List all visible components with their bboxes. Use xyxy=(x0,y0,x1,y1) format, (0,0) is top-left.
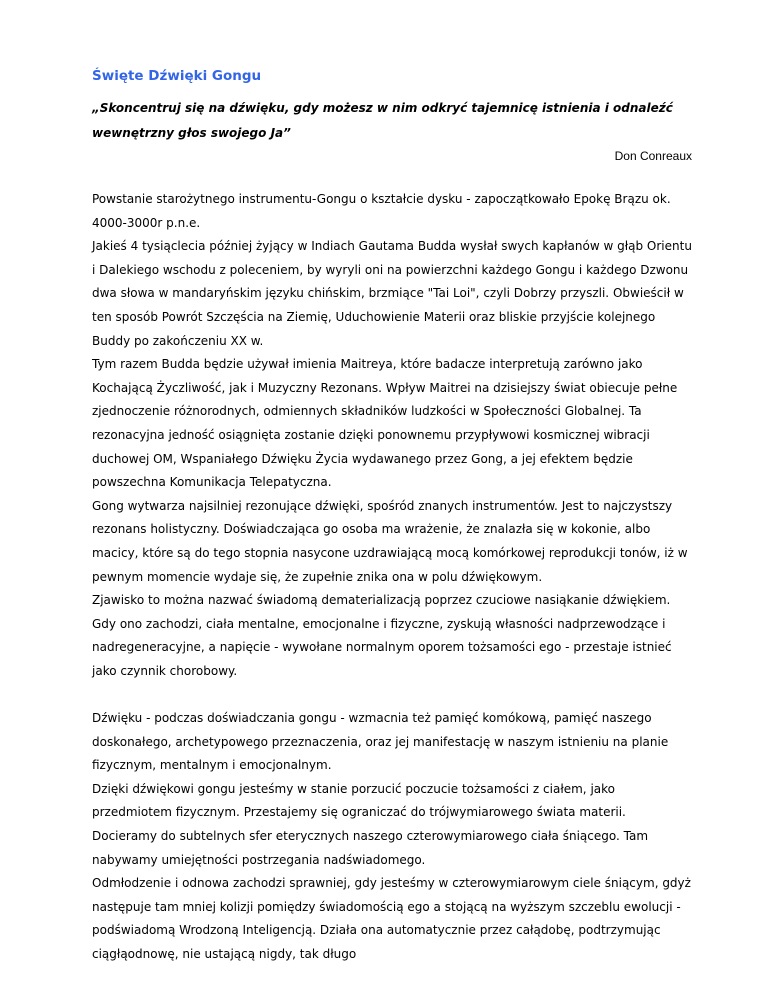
paragraph: Powstanie starożytnego instrumentu-Gongu o kształcie dysku - zapoczątkowało Epokę Brązu ok. 4000-3000r p.n.e. xyxy=(92,192,671,230)
paragraph: Odmłodzenie i odnowa zachodzi sprawniej, gdy jesteśmy w czterowymiarowym ciele śniącym, gdyż następuje tam mniej kolizji pomiędzy świadomością ego a stojącą na wyższym szczeblu ewolucji - podświadomą Wrodzoną Inteligencją. Działa ona automatycznie przez całądobę, podtrzymując ciągłąodnowę, nie ustającą nigdy, tak długo xyxy=(92,876,691,961)
paragraph: Gong wytwarza najsilniej rezonujące dźwięki, spośród znanych instrumentów. Jest to najczystszy rezonans holistyczny. Doświadczająca go osoba ma wrażenie, że znalazła się w kokonie, albo macicy, które są do tego stopnia nasycone uzdrawiającą mocą komórkowej reprodukcji tonów, iż w pewnym momencie wydaje się, że zupełnie znika ona w polu dźwiękowym. xyxy=(92,498,688,584)
paragraph: Jakieś 4 tysiąclecia później żyjący w Indiach Gautama Budda wysłał swych kapłanów w głąb Orientu i Dalekiego wschodu z poleceniem, by wyryli oni na powierzchni każdego Gongu i każdego Dzwonu dwa słowa w mandaryńskim języku chińskim, brzmiące "Tai Loi", czyli Dobrzy przyszli. Obwieścił w ten sposób Powrót Szczęścia na Ziemię, Uduchowienie Materii oraz bliskie przyjście kolejnego Buddy po zakończeniu XX w. xyxy=(92,239,692,348)
paragraph: Dzięki dźwiękowi gongu jesteśmy w stanie porzucić poczucie tożsamości z ciałem, jako przedmiotem fizycznym. Przestajemy się ograniczać do trójwymiarowego świata materii. Docieramy do subtelnych sfer eterycznych naszego czterowymiarowego ciała śniącego. Tam nabywamy umiejętności postrzegania nadświadomego. xyxy=(92,781,649,867)
body-text xyxy=(92,188,692,967)
epigraph-quote: „Skoncentruj się na dźwięku, gdy możesz w nim odkryć tajemnicę istnienia i odnaleźć wewnętrzny głos swojego Ja” xyxy=(92,101,673,140)
paragraph: Tym razem Budda będzie używał imienia Maitreya, które badacze interpretują zarówno jako Kochającą Życzliwość, jak i Muzyczny Rezonans. Wpływ Maitrei na dzisiejszy świat obiecuje pełne zjednoczenie różnorodnych, odmiennych składników ludzkości w Społeczności Globalnej. Ta rezonacyjna jedność osiągnięta zostanie dzięki ponownemu przypływowi kosmicznej wibracji duchowej OM, Wspaniałego Dźwięku Życia wydawanego przez Gong, a jej efektem będzie powszechna Komunikacja Telepatyczna. xyxy=(92,357,678,490)
quote-attribution: Don Conreaux xyxy=(614,149,692,163)
document-title: Święte Dźwięki Gongu xyxy=(92,68,262,84)
paragraph: Dźwięku - podczas doświadczania gongu - wzmacnia też pamięć komókową, pamięć naszego doskonałego, archetypowego przeznaczenia, oraz jej manifestację w naszym istnieniu na planie fizycznym, mentalnym i emocjonalnym. xyxy=(92,711,669,773)
document-page xyxy=(92,66,692,967)
paragraph: Zjawisko to można nazwać świadomą dematerializacją poprzez czuciowe nasiąkanie dźwiękiem. Gdy ono zachodzi, ciała mentalne, emocjonalne i fizyczne, zyskują własności nadprzewodzące i nadregeneracyjne, a napięcie - wywołane normalnym oporem tożsamości ego - przestaje istnieć jako czynnik chorobowy. xyxy=(92,593,672,678)
